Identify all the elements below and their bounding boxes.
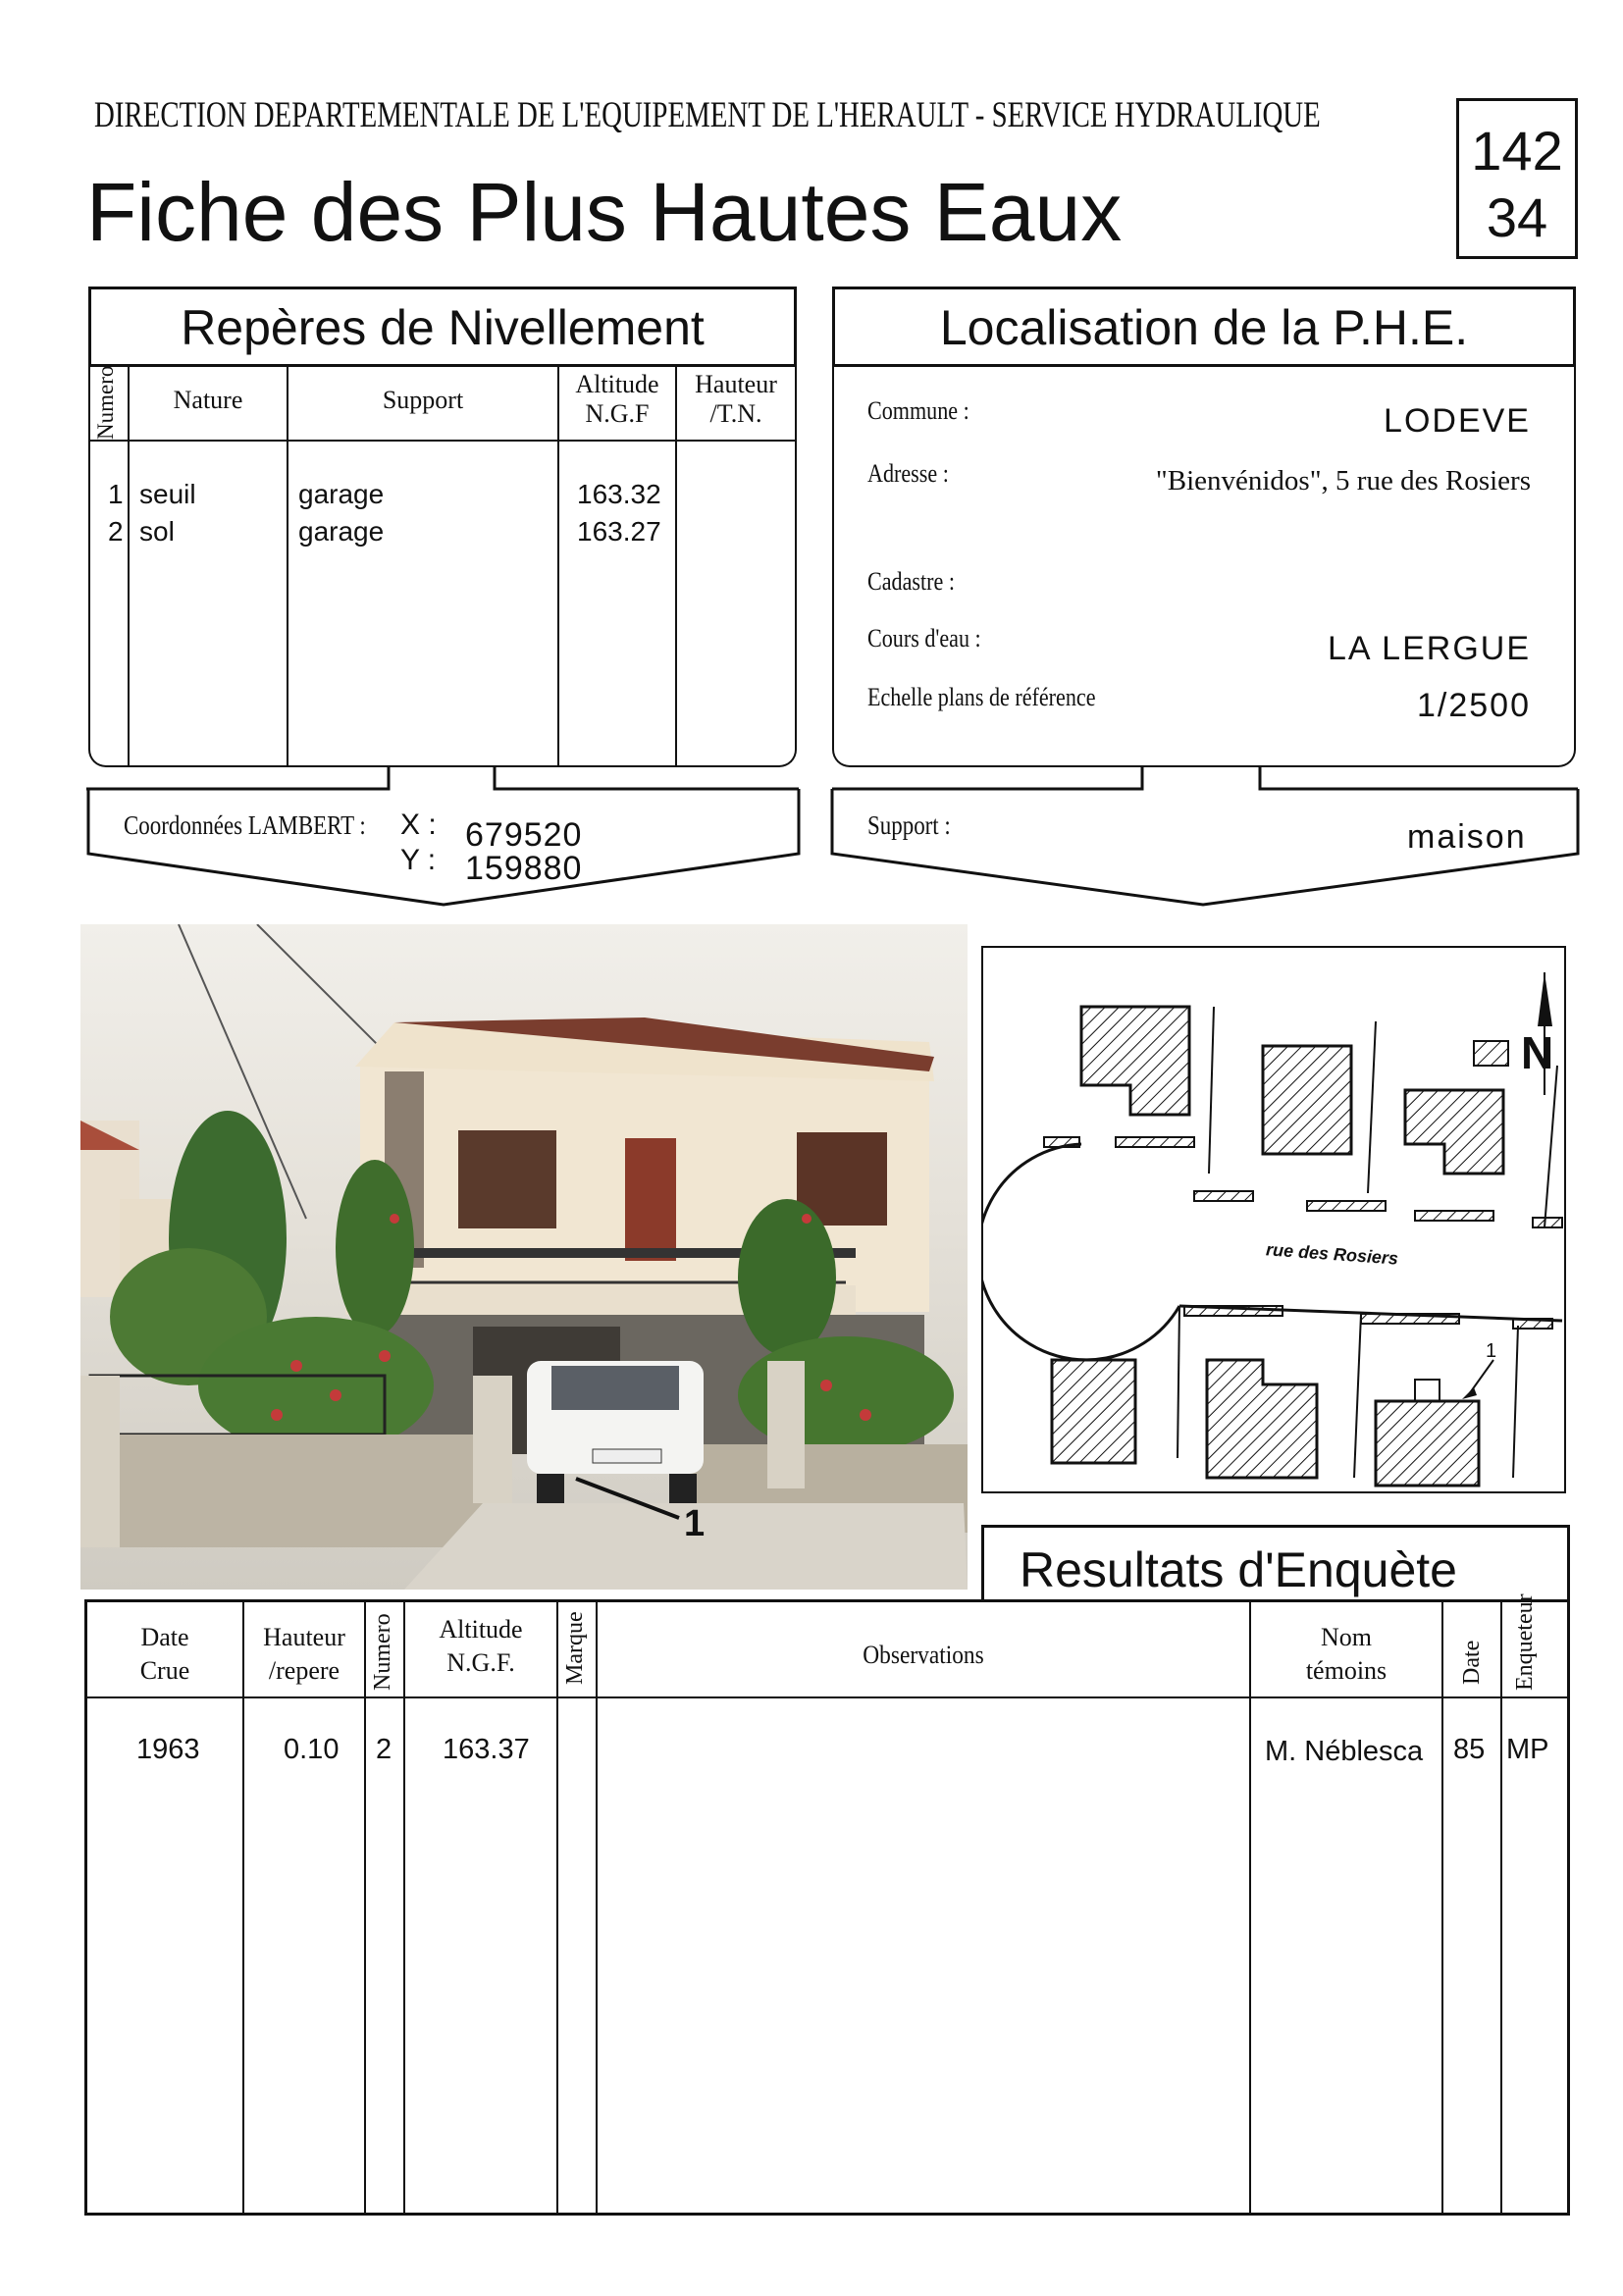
photo-marker: 1	[684, 1503, 706, 1544]
reference-number-top: 142	[1471, 120, 1563, 182]
resultats-table: Date Crue Hauteur /repere Numero Altitude N.G.F. Marque Observations Nom témoins Date Enqueteur 1963 0.10 2 163.37 M. Néblesca 85 MP	[84, 1599, 1570, 2216]
reperes-title-box	[88, 287, 797, 367]
north-arrow-label: N	[1521, 1027, 1554, 1078]
resultats-col-nom-temoins: Nom témoins	[1305, 1623, 1387, 1685]
x-label: X :	[400, 809, 437, 841]
resultats-col-altitude: Altitude N.G.F.	[439, 1615, 523, 1677]
cadastre-label: Cadastre :	[867, 567, 955, 596]
reperes-title: Repères de Nivellement	[181, 300, 705, 355]
resultats-title: Resultats d'Enquète	[1020, 1542, 1457, 1597]
reperes-col-numero: Numero	[93, 365, 118, 440]
reference-number-bottom: 34	[1486, 186, 1548, 248]
reperes-col-support: Support	[382, 386, 464, 414]
page-title: Fiche des Plus Hautes Eaux	[86, 166, 1123, 258]
resultats-col-enqueteur: Enqueteur	[1512, 1593, 1538, 1691]
resultats-col-hauteur: Hauteur /repere	[263, 1623, 345, 1685]
house-photo	[80, 924, 968, 1590]
resultats-col-marque: Marque	[562, 1611, 588, 1685]
echelle-label: Echelle plans de référence	[867, 683, 1096, 711]
plan-street-label: rue des Rosiers	[1265, 1239, 1399, 1269]
commune-label: Commune :	[867, 396, 969, 425]
agency-line: DIRECTION DEPARTEMENTALE DE L'EQUIPEMENT DE L'HERAULT - SERVICE HYDRAULIQUE	[94, 95, 1321, 135]
adresse-label: Adresse :	[867, 459, 949, 488]
support-label: Support :	[867, 810, 951, 840]
resultats-title-box	[981, 1525, 1570, 1601]
resultats-col-observations: Observations	[863, 1641, 984, 1669]
reference-box	[1456, 98, 1578, 259]
reperes-col-altitude: Altitude N.G.F	[575, 370, 659, 428]
reperes-col-hauteur: Hauteur /T.N.	[695, 370, 777, 428]
localisation-title-box	[832, 287, 1576, 367]
support-value: maison	[1407, 818, 1527, 856]
reperes-col-nature: Nature	[173, 386, 243, 414]
echelle-value: 1/2500	[1417, 687, 1531, 724]
coordinates-label: Coordonnées LAMBERT :	[124, 810, 366, 840]
plan-marker: 1	[1486, 1340, 1497, 1362]
adresse-value: "Bienvénidos", 5 rue des Rosiers	[1155, 465, 1531, 496]
y-label: Y :	[400, 844, 437, 876]
x-value: 679520	[465, 816, 583, 854]
cours-eau-value: LA LERGUE	[1328, 630, 1531, 667]
site-plan	[981, 946, 1566, 1493]
y-value: 159880	[465, 850, 583, 887]
reperes-table: Numero Nature Support Altitude N.G.F Hauteur /T.N. 1 seuil garage 163.32 2 sol garage 163.27	[88, 365, 797, 767]
resultats-col-date: Date	[1459, 1640, 1485, 1685]
commune-value: LODEVE	[1384, 402, 1531, 440]
localisation-panel	[832, 365, 1576, 767]
resultats-col-date-crue: Date Crue	[139, 1623, 190, 1685]
localisation-title: Localisation de la P.H.E.	[939, 300, 1469, 355]
cours-eau-label: Cours d'eau :	[867, 624, 981, 652]
resultats-col-numero: Numero	[370, 1613, 395, 1691]
